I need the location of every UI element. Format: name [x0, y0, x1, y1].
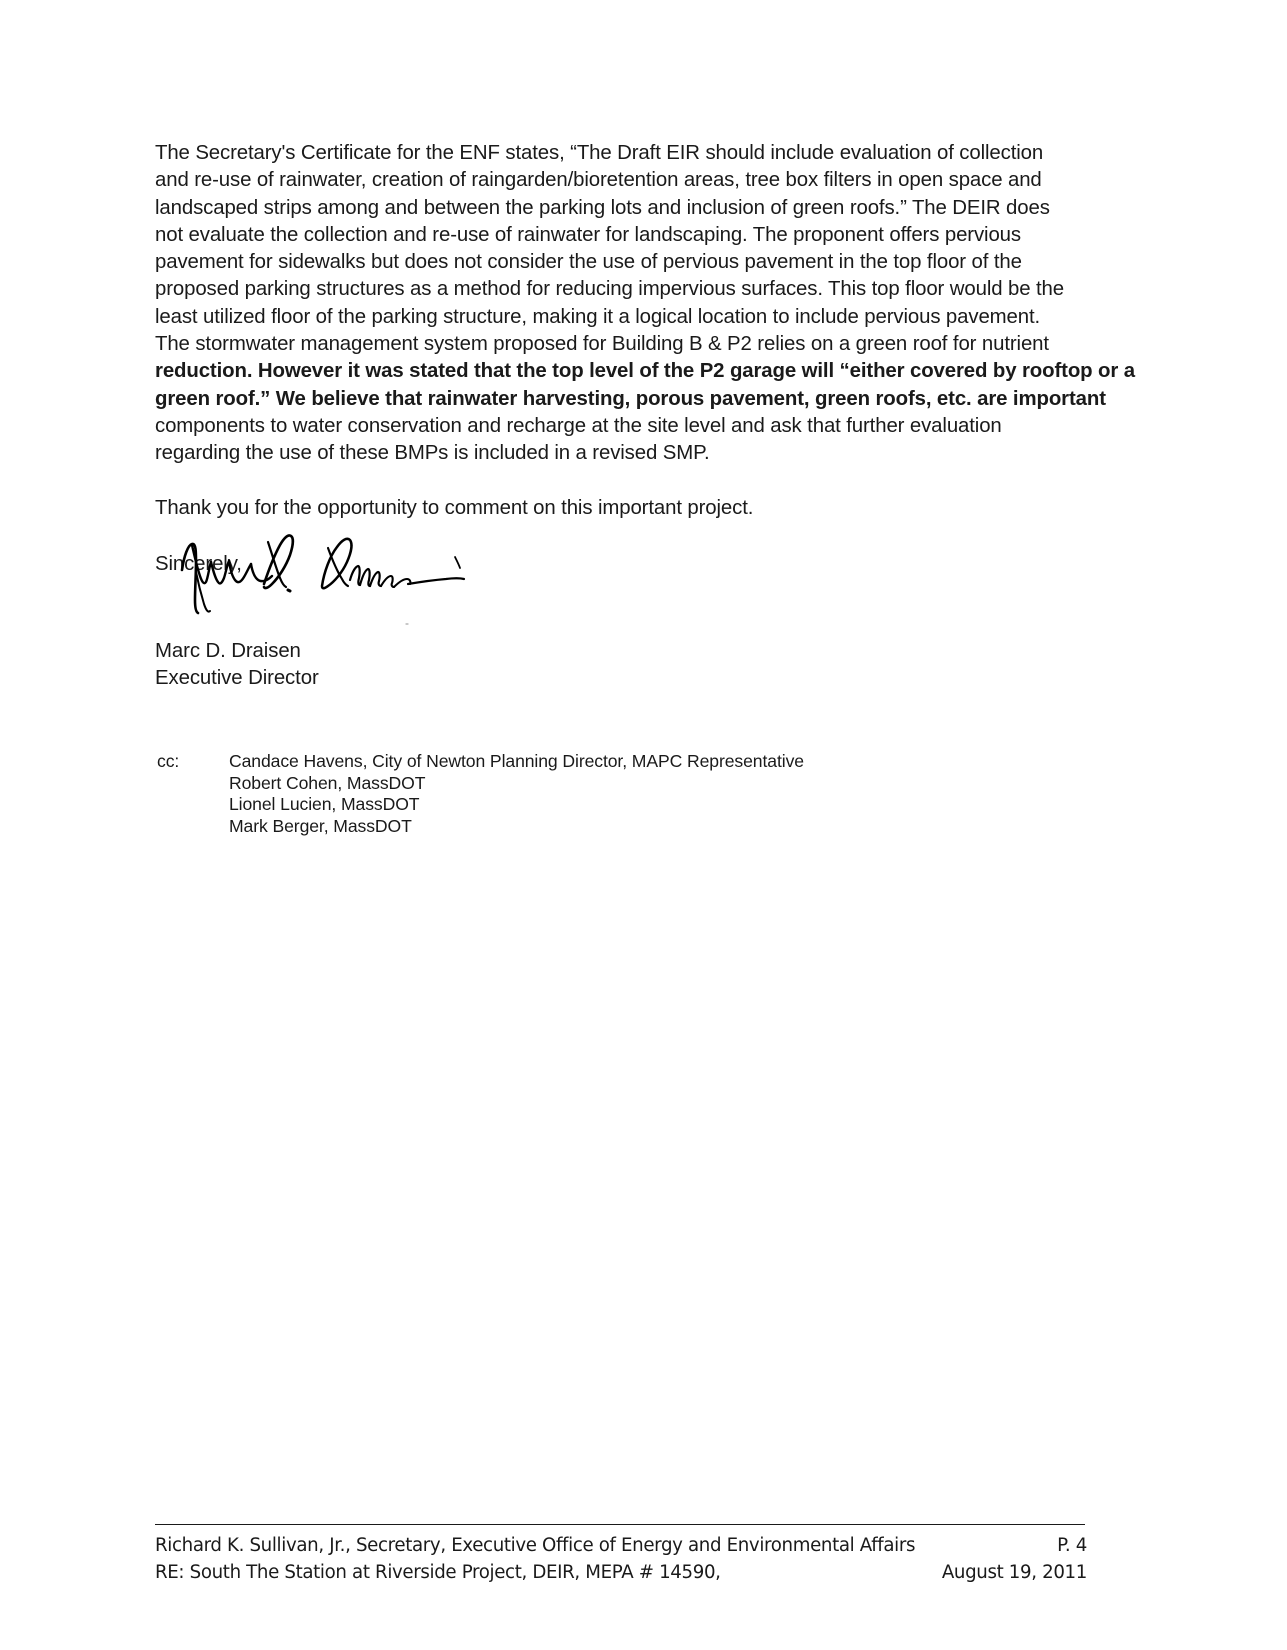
- footer-subject-line: RE: South The Station at Riverside Project, DEIR, MEPA # 14590,: [155, 1561, 721, 1583]
- cc-recipient: Lionel Lucien, MassDOT: [229, 794, 420, 815]
- page-number: P. 4: [1057, 1535, 1087, 1556]
- paragraph-line: pavement for sidewalks but does not consider the use of pervious pavement in the top floor of the: [155, 251, 1022, 274]
- paragraph-line: proposed parking structures as a method for reducing impervious surfaces. This top floor would be the: [155, 278, 1064, 301]
- paragraph-line: and re-use of rainwater, creation of raingarden/bioretention areas, tree box filters in open space and: [155, 169, 1042, 192]
- signer-title: Executive Director: [155, 667, 319, 690]
- paragraph-line: green roof.” We believe that rainwater harvesting, porous pavement, green roofs, etc. are important: [155, 387, 1106, 410]
- cc-recipient: Robert Cohen, MassDOT: [229, 772, 426, 793]
- signer-name: Marc D. Draisen: [155, 640, 301, 662]
- paragraph-line: landscaped strips among and between the parking lots and inclusion of green roofs.” The DEIR does: [155, 196, 1050, 219]
- paragraph-line: least utilized floor of the parking structure, making it a logical location to include pervious pavement.: [155, 305, 1041, 328]
- cc-recipient-list: [229, 751, 804, 837]
- paragraph-line: The Secretary's Certificate for the ENF states, “The Draft EIR should include evaluation of collection: [155, 142, 1044, 164]
- cc-recipient: Mark Berger, MassDOT: [229, 815, 412, 836]
- page-footer: [155, 1533, 1087, 1586]
- footer-divider: [155, 1524, 1085, 1525]
- thank-you-paragraph: Thank you for the opportunity to comment on this important project.: [155, 496, 754, 519]
- paragraph-line: reduction. However it was stated that the top level of the P2 garage will “either covered by rooftop or a: [155, 360, 1135, 383]
- body-paragraph: [155, 140, 1135, 468]
- cc-label: cc:: [157, 751, 180, 771]
- cc-recipient: Candace Havens, City of Newton Planning Director, MAPC Representative: [229, 751, 804, 771]
- footer-date: August 19, 2011: [941, 1561, 1087, 1583]
- handwritten-signature: [172, 512, 492, 622]
- paragraph-line: regarding the use of these BMPs is included in a revised SMP.: [155, 442, 710, 465]
- paragraph-line: The stormwater management system proposed for Building B & P2 relies on a green roof for nutrient: [155, 333, 1049, 356]
- footer-line-1: [155, 1533, 1087, 1560]
- closing-salutation: Sincerely,: [155, 552, 242, 575]
- footer-line-2: [155, 1560, 1087, 1587]
- footer-recipient-line: Richard K. Sullivan, Jr., Secretary, Executive Office of Energy and Environmental Affairs: [155, 1535, 916, 1556]
- cc-block: [157, 751, 804, 837]
- paragraph-line: not evaluate the collection and re-use of rainwater for landscaping. The proponent offers pervious: [155, 223, 1021, 246]
- signer-block: [155, 638, 319, 693]
- paragraph-line: components to water conservation and recharge at the site level and ask that further evaluation: [155, 414, 1002, 437]
